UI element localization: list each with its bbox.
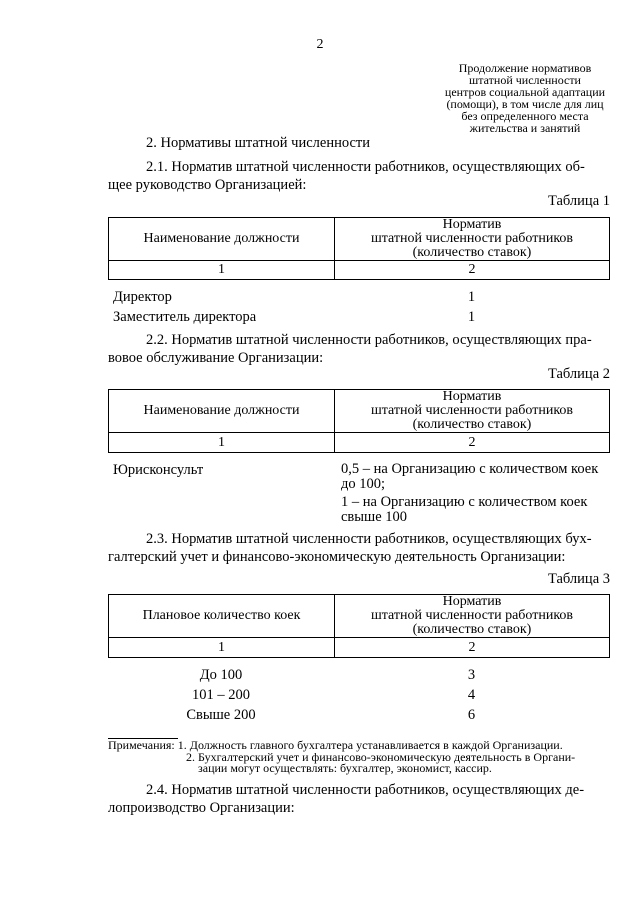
header-line: штатной численности работников [370,403,574,418]
table-3-col-number: 1 [109,638,335,658]
header-line: штатной численности работников [370,608,574,623]
paragraph-2-1 [108,158,610,194]
header-line: Норматив [442,594,502,609]
value-line: 0,5 – на Организацию с количеством коек [341,461,599,477]
paragraph-line: щее руководство Организацией: [108,177,307,193]
table-3-row-name: Свыше 200 [186,707,256,723]
paragraph-line: вовое обслуживание Организации: [108,350,324,366]
table-3-caption: Таблица 3 [547,571,610,587]
header-note-line: штатной численности [469,73,581,87]
table-3-row-value: 3 [467,667,476,683]
header-note [420,62,630,134]
paragraph-line: галтерский учет и финансово-экономическую деятельность Организации: [108,549,566,565]
table-3-row-name: 101 – 200 [192,687,250,703]
header-line: Норматив [442,389,502,404]
header-note-line: Продолжение нормативов [458,61,592,75]
header-note-line: без определенного места [461,109,589,123]
paragraph-line: лопроизводство Организации: [108,800,295,816]
table-3-notes [108,740,613,775]
table-3-col-number: 2 [335,638,610,658]
value-line: 1 – на Организацию с количеством коек [341,494,588,510]
table-1-col-number: 2 [335,261,610,280]
table-2-col-norm-header [335,390,610,433]
table-2-col-name-header: Наименование должности [109,390,335,433]
note-line: зации могут осуществлять: бухгалтер, экономист, кассир. [198,761,492,775]
paragraph-2-2 [108,331,610,367]
table-3-col-norm-header [335,595,610,638]
paragraph-2-4 [108,781,610,817]
page-number: 2 [316,37,324,52]
header-line: (количество ставок) [412,417,532,432]
paragraph-line: 2.1. Норматив штатной численности работников, осуществляющих об- [146,159,585,175]
table-1-row-name: Заместитель директора [113,309,257,325]
table-2-caption: Таблица 2 [547,366,610,382]
table-2 [108,389,610,453]
table-1-col-number: 1 [109,261,335,280]
table-3-row-name: До 100 [199,667,243,683]
header-note-line: жительства и занятий [469,121,581,135]
header-note-line: центров социальной адаптации [444,85,606,99]
table-3 [108,594,610,658]
table-3-col-name-header: Плановое количество коек [109,595,335,638]
table-1-row-value: 1 [467,309,476,325]
table-3-row-value: 6 [467,707,476,723]
paragraph-line: 2.2. Норматив штатной численности работников, осуществляющих пра- [146,332,592,348]
table-2-row-value-1 [341,462,609,492]
table-2-col-number: 1 [109,433,335,453]
table-1-col-name-header: Наименование должности [109,218,335,261]
section-title: 2. Нормативы штатной численности [146,135,370,151]
table-1-row-name: Директор [113,289,172,305]
header-line: штатной численности работников [370,231,574,246]
value-line: свыше 100 [341,509,408,525]
note-line: Примечания: 1. Должность главного бухгалтера устанавливается в каждой Организации. [108,738,563,752]
paragraph-2-3 [108,530,610,566]
table-2-col-number: 2 [335,433,610,453]
header-line: Норматив [442,217,502,232]
table-1-row-value: 1 [467,289,476,305]
header-line: (количество ставок) [412,245,532,260]
paragraph-line: 2.4. Норматив штатной численности работников, осуществляющих де- [146,782,585,798]
header-note-line: (помощи), в том числе для лиц [446,97,604,111]
table-1-col-norm-header [335,218,610,261]
note-line: 2. Бухгалтерский учет и финансово-экономическую деятельность в Органи- [186,749,576,764]
value-line: до 100; [341,476,386,492]
table-1 [108,217,610,280]
table-2-row-value-2 [341,495,609,525]
table-2-row-name: Юрисконсульт [113,462,204,478]
paragraph-line: 2.3. Норматив штатной численности работников, осуществляющих бух- [146,531,592,547]
table-1-caption: Таблица 1 [547,193,610,209]
table-3-row-value: 4 [467,687,476,703]
header-line: (количество ставок) [412,622,532,637]
